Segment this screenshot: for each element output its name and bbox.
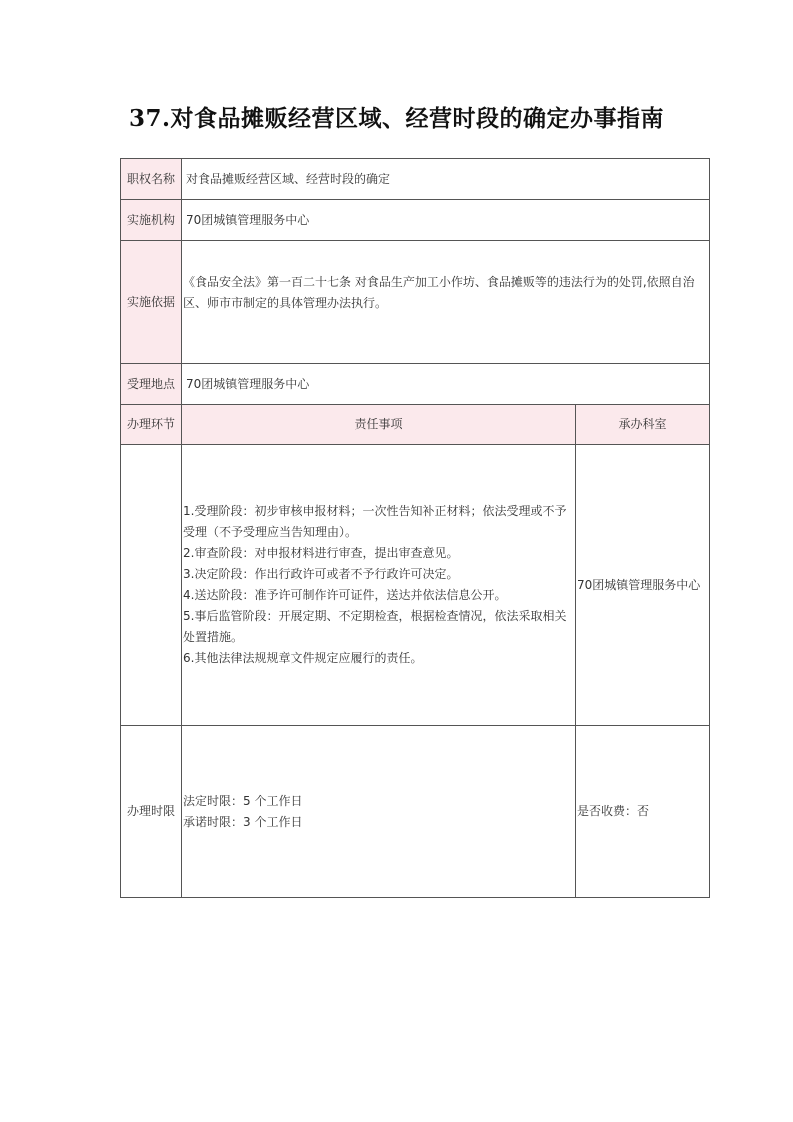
legal-basis-label: 实施依据 [121,241,182,364]
promised-limit: 承诺时限：3 个工作日 [183,814,303,829]
implementing-body-label: 实施机构 [121,200,182,241]
row-time-limit [121,726,710,898]
row-procedure-body [121,445,710,726]
row-implementing-body [121,200,710,241]
time-limit-values [182,726,576,898]
statutory-limit: 法定时限：5 个工作日 [183,793,303,808]
guide-table [120,158,710,898]
duty-item: 2.审查阶段：对申报材料进行审查，提出审查意见。 [183,546,459,560]
duty-item: 4.送达阶段：准予许可制作许可证件，送达并依法信息公开。 [183,588,507,602]
duty-item: 5.事后监管阶段：开展定期、不定期检查，根据检查情况，依法采取相关处置措施。 [183,609,567,644]
time-limit-label: 办理时限 [121,726,182,898]
fee-value: 是否收费：否 [576,726,710,898]
implementing-body-value: 70团城镇管理服务中心 [182,200,710,241]
authority-name-label: 职权名称 [121,159,182,200]
acceptance-location-label: 受理地点 [121,364,182,405]
procedure-label: 办理环节 [121,405,182,445]
row-legal-basis [121,241,710,364]
duties-column-header: 责任事项 [182,405,576,445]
duty-item: 1.受理阶段：初步审核申报材料；一次性告知补正材料；依法受理或不予受理（不予受理应当告知理由）。 [183,504,567,539]
dept-column-header: 承办科室 [576,405,710,445]
duty-item: 6.其他法律法规规章文件规定应履行的责任。 [183,651,423,665]
procedure-empty-cell [121,445,182,726]
row-procedure-header [121,405,710,445]
page-title: 37.对食品摊贩经营区域、经营时段的确定办事指南 [128,105,664,132]
authority-name-value: 对食品摊贩经营区域、经营时段的确定 [182,159,710,200]
row-authority-name [121,159,710,200]
legal-basis-value: 《食品安全法》第一百二十七条 对食品生产加工小作坊、食品摊贩等的违法行为的处罚,依照自治区、师市市制定的具体管理办法执行。 [182,241,710,364]
acceptance-location-value: 70团城镇管理服务中心 [182,364,710,405]
duty-item: 3.决定阶段：作出行政许可或者不予行政许可决定。 [183,567,459,581]
dept-value: 70团城镇管理服务中心 [576,445,710,726]
duties-list [182,445,576,726]
row-acceptance-location [121,364,710,405]
